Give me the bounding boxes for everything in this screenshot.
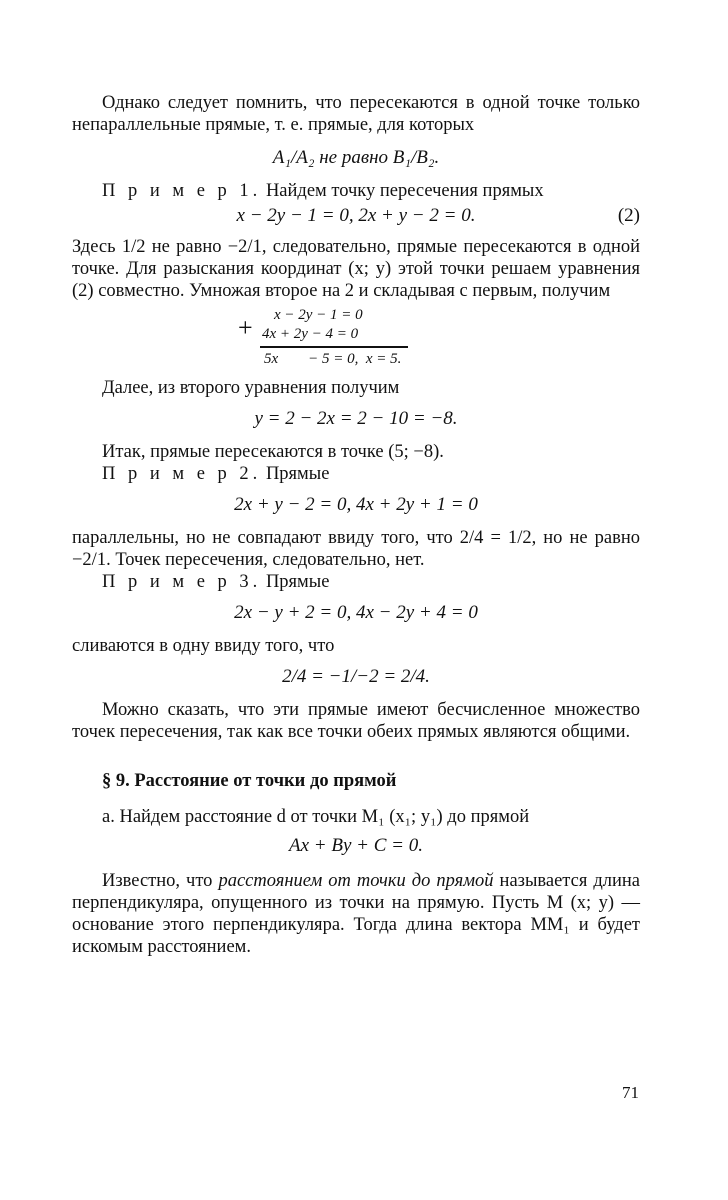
example-3-label: П р и м е р 3. (102, 571, 262, 592)
example-2-heading (72, 463, 640, 485)
intro-paragraph: Однако следует помнить, что пересекаются в одной точке только непараллельные прямые, т. е. прямые, для которых (72, 93, 640, 135)
example-3-equation: 2x − y + 2 = 0, 4x − 2y + 4 = 0 (234, 601, 478, 623)
equation-system (240, 306, 460, 369)
example-1-label: П р и м е р 1. (102, 181, 262, 201)
section-title: § 9. Расстояние от точки до прямой (102, 770, 397, 791)
example-1-equation: x − 2y − 1 = 0, 2x + y − 2 = 0. (236, 205, 476, 226)
ratio-equation: A₁/A₂ не равно B₁/B₂. (272, 147, 440, 168)
example-3-text: Прямые (261, 571, 330, 592)
further-paragraph: Далее, из второго уравнения получим (102, 377, 400, 398)
example-1-body: Здесь 1/2 не равно −2/1, следовательно, прямые пересекаются в одной точке. Для разыскания координат (x; y) этой точки решаем уравнения (2) совместно. Умножая второе на 2 и складывая с первым, получим (72, 237, 640, 301)
example-3-body: сливаются в одну ввиду того, что (72, 635, 335, 656)
example-1-text: Найдем точку пересечения прямых (261, 181, 544, 201)
example-2-equation: 2x + y − 2 = 0, 4x + 2y + 1 = 0 (234, 493, 478, 515)
page-number: 71 (622, 1083, 639, 1102)
example-1-heading (72, 180, 640, 202)
example-2-label: П р и м е р 2. (102, 463, 262, 484)
definition-pre: Известно, что (102, 870, 219, 891)
plus-sign: + (238, 313, 253, 342)
part-a-paragraph: а. Найдем расстояние d от точки M₁ (x₁; y₁) до прямой (102, 806, 530, 827)
system-line-3: 5x − 5 = 0, x = 5. (264, 350, 402, 367)
result-paragraph: Итак, прямые пересекаются в точке (5; −8). (102, 441, 444, 462)
system-line-2: 4x + 2y − 4 = 0 (262, 326, 359, 342)
example-3-ratio: 2/4 = −1/−2 = 2/4. (282, 665, 430, 687)
equation-number: (2) (617, 205, 640, 226)
example-2-body: параллельны, но не совпадают ввиду того, что 2/4 = 1/2, но не равно −2/1. Точек пересечения, следовательно, нет. (72, 527, 640, 570)
definition-post: называется длина перпендикуляра, опущенного из точки на прямую. Пусть M (x; y) — основание этого перпендикуляра. Тогда длина вектора MM₁ и будет искомым расстоянием. (72, 870, 640, 957)
example-1-equation-row (72, 204, 640, 228)
line-equation: Ax + By + C = 0. (289, 834, 423, 856)
page-content (72, 92, 640, 958)
example-3-heading (72, 571, 640, 593)
example-2-text: Прямые (261, 463, 330, 484)
system-line-1: x − 2y − 1 = 0 (274, 307, 363, 323)
y-equation: y = 2 − 2x = 2 − 10 = −8. (254, 407, 458, 429)
definition-term: расстоянием от точки до прямой (218, 870, 494, 891)
infinite-paragraph: Можно сказать, что эти прямые имеют бесчисленное множество точек пересечения, так как все точки обеих прямых являются общими. (72, 699, 640, 742)
definition-paragraph (72, 870, 640, 958)
sum-rule (260, 346, 408, 348)
